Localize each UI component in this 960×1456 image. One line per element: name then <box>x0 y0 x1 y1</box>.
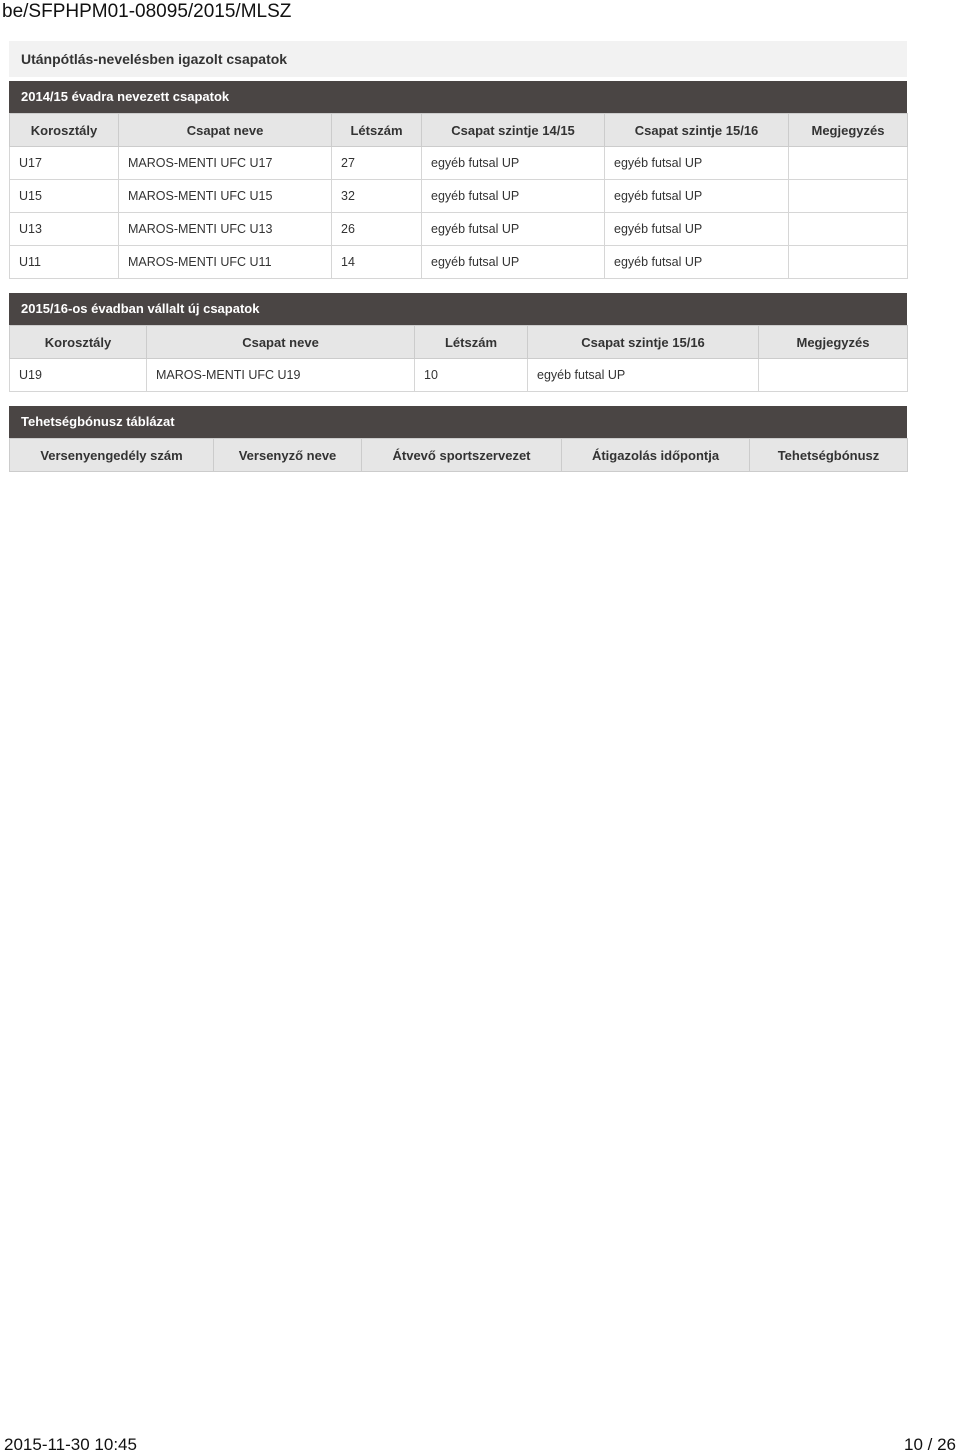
footer-page-number: 10 / 26 <box>904 1435 956 1454</box>
table-header-row <box>10 326 908 359</box>
cell-headcount: 26 <box>332 213 422 246</box>
cell-note <box>759 359 908 392</box>
column-header: Megjegyzés <box>759 326 908 359</box>
cell-level-15-16: egyéb futsal UP <box>605 213 789 246</box>
teams-2014-15-table <box>9 113 908 279</box>
cell-level-14-15: egyéb futsal UP <box>422 246 605 279</box>
talent-bonus-table <box>9 438 908 472</box>
cell-age-group: U15 <box>10 180 119 213</box>
column-header: Korosztály <box>10 326 147 359</box>
cell-level-14-15: egyéb futsal UP <box>422 180 605 213</box>
table-header-row <box>10 114 908 147</box>
content <box>9 41 907 472</box>
cell-age-group: U13 <box>10 213 119 246</box>
section-header-2015-16: 2015/16-os évadban vállalt új csapatok <box>9 293 907 325</box>
column-header: Átigazolás időpontja <box>562 439 750 472</box>
cell-level-15-16: egyéb futsal UP <box>605 147 789 180</box>
cell-headcount: 32 <box>332 180 422 213</box>
cell-team-name: MAROS-MENTI UFC U13 <box>119 213 332 246</box>
document-id: be/SFPHPM01-08095/2015/MLSZ <box>2 1 292 22</box>
cell-note <box>789 213 908 246</box>
cell-age-group: U19 <box>10 359 147 392</box>
cell-age-group: U11 <box>10 246 119 279</box>
column-header: Csapat szintje 15/16 <box>528 326 759 359</box>
table-row <box>10 147 908 180</box>
cell-team-name: MAROS-MENTI UFC U17 <box>119 147 332 180</box>
page-title: Utánpótlás-nevelésben igazolt csapatok <box>9 41 907 77</box>
table-row <box>10 180 908 213</box>
cell-age-group: U17 <box>10 147 119 180</box>
column-header: Tehetségbónusz <box>750 439 908 472</box>
cell-level-15-16: egyéb futsal UP <box>605 246 789 279</box>
table-row <box>10 246 908 279</box>
table-row <box>10 213 908 246</box>
section-header-talent-bonus: Tehetségbónusz táblázat <box>9 406 907 438</box>
section-header-2014-15: 2014/15 évadra nevezett csapatok <box>9 81 907 113</box>
cell-headcount: 14 <box>332 246 422 279</box>
cell-team-name: MAROS-MENTI UFC U15 <box>119 180 332 213</box>
table-header-row <box>10 439 908 472</box>
column-header: Létszám <box>415 326 528 359</box>
footer-timestamp: 2015-11-30 10:45 <box>4 1435 137 1454</box>
column-header: Korosztály <box>10 114 119 147</box>
cell-level-15-16: egyéb futsal UP <box>528 359 759 392</box>
cell-team-name: MAROS-MENTI UFC U11 <box>119 246 332 279</box>
column-header: Létszám <box>332 114 422 147</box>
cell-headcount: 27 <box>332 147 422 180</box>
cell-team-name: MAROS-MENTI UFC U19 <box>147 359 415 392</box>
column-header: Átvevő sportszervezet <box>362 439 562 472</box>
cell-note <box>789 246 908 279</box>
cell-headcount: 10 <box>415 359 528 392</box>
cell-level-14-15: egyéb futsal UP <box>422 147 605 180</box>
table-row <box>10 359 908 392</box>
column-header: Csapat szintje 15/16 <box>605 114 789 147</box>
column-header: Versenyengedély szám <box>10 439 214 472</box>
new-teams-2015-16-table <box>9 325 908 392</box>
cell-level-15-16: egyéb futsal UP <box>605 180 789 213</box>
column-header: Csapat szintje 14/15 <box>422 114 605 147</box>
cell-note <box>789 180 908 213</box>
cell-note <box>789 147 908 180</box>
column-header: Megjegyzés <box>789 114 908 147</box>
cell-level-14-15: egyéb futsal UP <box>422 213 605 246</box>
column-header: Csapat neve <box>119 114 332 147</box>
column-header: Versenyző neve <box>214 439 362 472</box>
column-header: Csapat neve <box>147 326 415 359</box>
